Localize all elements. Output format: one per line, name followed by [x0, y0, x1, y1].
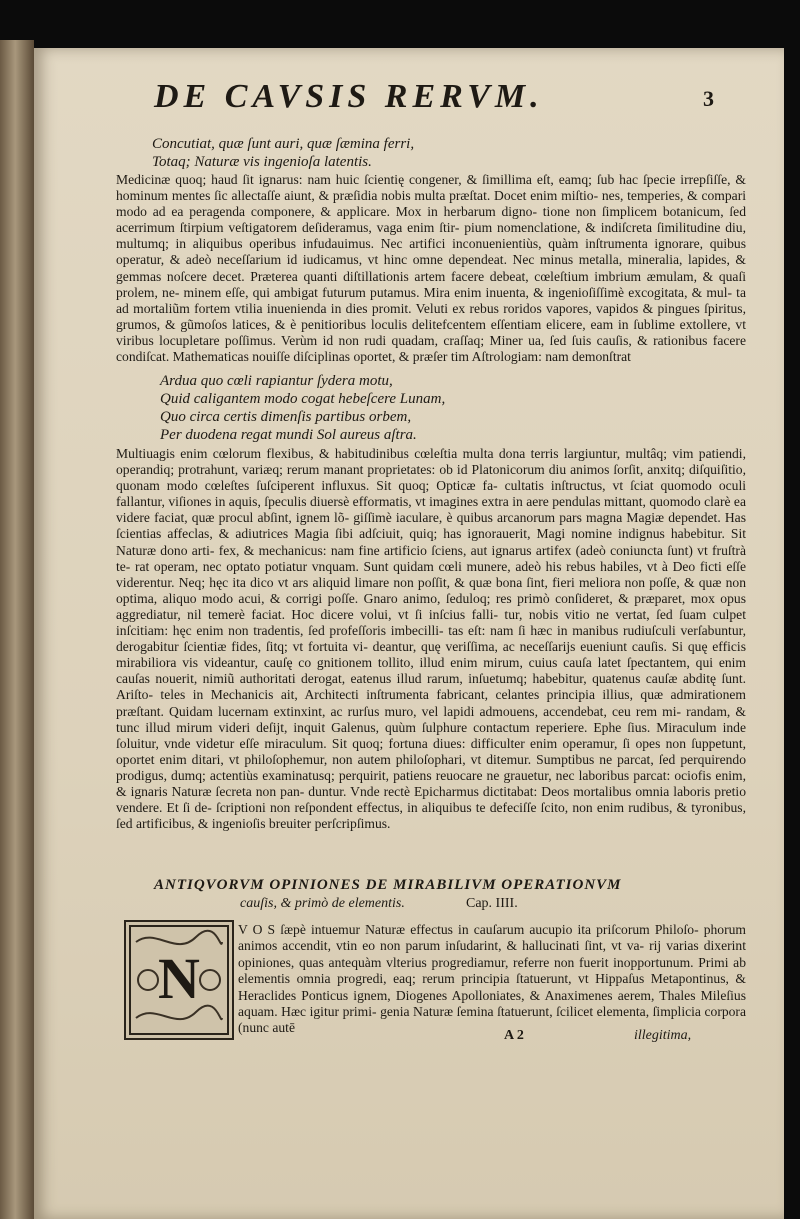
verse-line: Per duodena regat mundi Sol aureus aſtra. [160, 427, 417, 443]
signature-mark: A 2 [504, 1028, 524, 1043]
running-title: DE CAVSIS RERVM. [154, 78, 544, 115]
chapter-text: V O S ſæpè intuemur Naturæ effectus in cauſarum aucupio ita priſcorum Philoſo- phorum animos accendit, vtin eo non parum inſudarint, & hallucinati ſint, vt va- rij varias dixerint opiniones, quas antequàm vlterius progrediamur, referre non fuerit inopportunum. Primi ab elementis omnia progredi, eaq; rerum principia ſtatuerunt, vt Hippaſus Metapontinus, & Heraclides Ponticus ignem, Diogenes Apolloniates, & Anaximenes aerem, Thales Mileſius aquam. Hæc igitur primi- genia Naturæ ſemina ſtatuerunt, ſcilicet elementa, ſimplicia corpora (nunc autē [238, 922, 746, 1036]
page-number: 3 [703, 86, 714, 111]
verse-line: Ardua quo cœli rapiantur ſydera motu, [160, 373, 393, 389]
initial-letter: N [158, 946, 200, 1011]
chapter-heading: ANTIQVORVM OPINIONES DE MIRABILIVM OPERATIONVM [154, 877, 622, 893]
verse-line: Quo circa certis dimenſis partibus orbem, [160, 409, 412, 425]
chapter-number: Cap. IIII. [466, 896, 518, 911]
verse-line: Concutiat, quæ ſunt auri, quæ ſæmina ferri, [152, 136, 415, 152]
decorated-initial [124, 920, 234, 1040]
book-spine-edge [0, 40, 34, 1219]
paragraph-medicine: Medicinæ quoq; haud ſit ignarus: nam huic ſcientię congener, & ſimillima eſt, eamq; ſub hac ſpecie irrepſiſſe, & hominum mentes ſic allectaſſe aiunt, & præſidia nobis multa præſtat. Docet enim miſtio- nes, temperies, & compari modo ad ea peragenda componere, & applicare. Mox in herbarum digno- tione non ſimplicem botanicum, ſed acerrimum ſtirpium veſtigatorem deſideramus, vaga enim ſtir- pium nomenclatione, & indiſcreta ſimilitudine diu, multumq; in aliquibus operibus infudauimus. Nec artifici inconuenientiùs, quàm inſtrumenta ignorare, quibus operatur, & adeò neceſſarium id iudicamus, vt hinc omne dependeat. Nec minus metalla, mineralia, lapides, & gemmas noſcere decet. Præterea quanti diſtillationis artem facere debeat, cœleſtium imbrium æmulam, & quaſi prolem, ne- minem eſſe, qui ambigat futurum putamus. Mira enim inuenta, & ingenioſiſſimè excogitata, & mul- ta ad mortaliũm fortem vtilia inuenienda in dies promit. Veluti ex rebus roridos vapores, vapidos & pingues ſpiritus, grumos, & gũmoſos latices, & è penitioribus loculis delitefcentem eſſentiam elicere, eam in ſublime extollere, vt viribus locupletare poſſimus. Verùm id non rudi quadam, craſſaq; Miner ua, ſed ſuis cauſis, & rationibus facere condiſcat. Mathematicas nouiſſe diſciplinas oportet, & præſer tim Aſtrologiam: nam demonſtrat [116, 172, 746, 365]
ornament-initial-icon [126, 922, 232, 1038]
verse-line: Totaq; Naturæ vis ingenioſa latentis. [152, 154, 372, 170]
book-page [34, 48, 784, 1219]
chapter-subheading: cauſis, & primò de elementis. [240, 896, 405, 911]
catchword: illegitima, [634, 1028, 692, 1043]
verse-line: Quid caligantem modo cogat hebeſcere Lunam, [160, 391, 446, 407]
paragraph-celestial: Multiuagis enim cœlorum flexibus, & habitudinibus cœleſtia multa dona terris largiuntur, multâq; vim patiendi, operandiq; protrahunt, variæq; rerum manant proprietates: ob id Platonicorum diu animos ſorſit, anxitq; diſquiſitio, quonam modo cœleſtes ſuſciperent influxus. Sit quoq; Opticæ fa- cultatis inſtructus, vt ſciat quomodo oculi fallantur, viſiones in aquis, ſpeculis diuersè efformatis, vt imagines extra in aere pendulas mittant, quomodo clarè ea videre faciat, quæ procul abſint, ignem lõ- giſſimè iaculare, è quibus arcanorum pars magna Magiæ dependet. Has ſcientias affeclas, & adiutrices Magia ſibi adſciuit, quiq; has ignorauerit, Magi nomine indignus habebitur. Sit Naturæ dono arti- fex, & mechanicus: nam fine artificio ſciens, aut ignarus artifex (adeò coniuncta ſunt) vt fruſtrà te- rat operam, nec optato potiatur vnquam. Sunt quidam cœli munere, adeò his rebus habiles, vt à Deo ficti eſſe viderentur. Neq; hęc ita dico vt ars aliquid limare non poſſit, & quæ bona ſint, fieri meliora non poſſe, & quæ non optima, aliquo modo acui, & corrigi poſſe. Gnaro animo, ſeduloq; res primò conſideret, & præparet, mox opus aggrediatur, nil temerè faciat. Hoc dicere volui, vt ſi inſcius falli- tur, nobis vitio ne vertat, ſed ſuam culpet inſcitiam: hęc enim non tradentis, ſed profeſſoris imbecilli- tas eſt: nam ſi hæc in manibus rudiuſculi verſabuntur, derogabitur ſcientiæ fides, ſitq; vt fortuita vi- deantur, quę veriſſima, ac neceſſarijs eueniunt cauſis. Si quę efficis mirabiliora vis videantur, cauſę co gnitionem tollito, illud enim mirum, cuius cauſa latet ſpectantem, qui enim cauſas nouerit, nimiũ authoritati derogat, eatenus illud rarum, inſuetumq; habebitur, quatenus cauſæ abditę ſunt. Ariſto- teles in Mechanicis ait, Architecti inſtrumenta fabricant, celantes principia illius, quæ admirationem præſtant. Quidam lucernam extinxint, ac rurſus muro, vel lapidi admouens, accendebat, ceu rem mi- randam, & tunc illud mirum videri deſijt, inquit Galenus, quùm ſulphure contactum reperiere. Ephe ſius. Miraculum inde ſoluitur, vnde videtur eſſe miraculum. Sit quoq; fortuna diues: difficulter enim operamur, ſi opes non ſuppetunt, oportet enim ditari, vt philoſophemur, non autem philoſophari, vt ditemur. Sumptibus ne parcat, ſed perquirendo prodigus, dumq; actentiùs examinatusq; perquirit, patiens reuocare ne grauetur, nec laboribus parcat: ociofis enim, & ignaris Naturæ ſecreta non pan- duntur. Vnde rectè Epicharmus dictitabat: Deos mortalibus omnia laboris pretio vendere. Et ſi de- ſcriptioni non reſpondent effectus, in aliquibus te defeciſſe ſcito, non enim rudibus, & tyronibus, ſed artificibus, & ingenioſis breuiter perſcripſimus. [116, 446, 746, 832]
running-head [154, 78, 714, 128]
